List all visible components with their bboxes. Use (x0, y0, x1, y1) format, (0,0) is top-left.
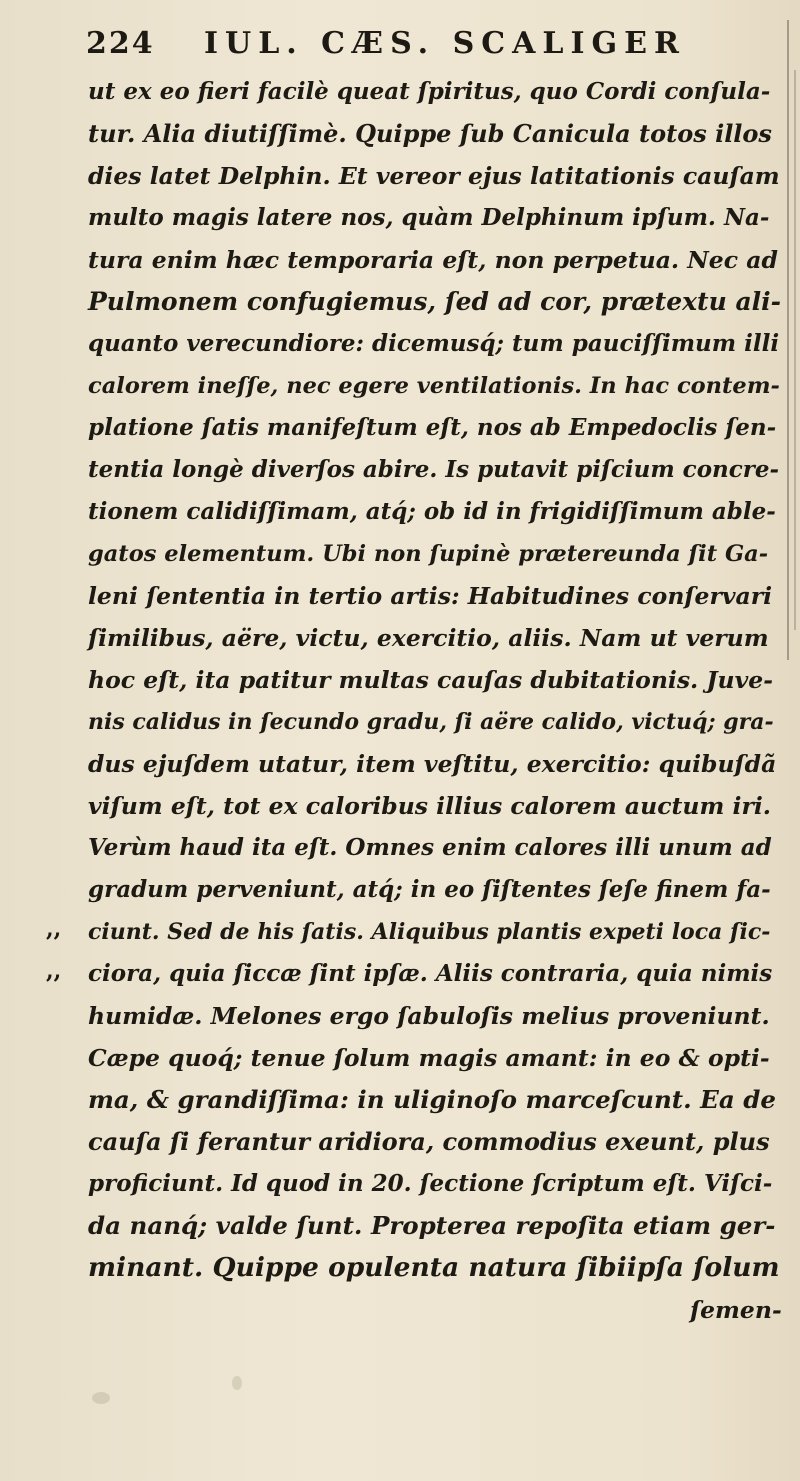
gutter-shadow-line (787, 20, 789, 660)
text-line: ut ex eo fieri facilè queat ſpiritus, quo Cordi conſula- (88, 78, 771, 105)
text-line: gatos elementum. Ubi non ſupinè prætereunda ſit Ga- (88, 541, 769, 567)
catchword: ſemen- (690, 1296, 782, 1324)
text-line: ciora, quia ſiccæ ſint ipſæ. Aliis contraria, quia nimis (88, 960, 773, 987)
text-line: ſimilibus, aëre, victu, exercitio, aliis. Nam ut verum (88, 624, 769, 652)
text-line: hoc eſt, ita patitur multas cauſas dubitationis. Juve- (88, 666, 773, 694)
text-line: gradum perveniunt, atq́; in eo ſiſtentes ſeſe finem fa- (88, 876, 771, 903)
text-line: Cæpe quoq́; tenue ſolum magis amant: in eo & opti- (88, 1044, 770, 1072)
text-line: nis calidus in ſecundo gradu, ſi aëre calido, victuq́; gra- (88, 709, 774, 735)
text-line: ciunt. Sed de his ſatis. Aliquibus plantis expeti loca ſic- (88, 919, 771, 945)
paper-stain (232, 1376, 242, 1390)
text-line: Pulmonem confugiemus, ſed ad cor, prætextu ali- (88, 287, 782, 316)
text-line: dus ejuſdem utatur, item veſtitu, exercitio: quibuſdã (88, 750, 777, 778)
text-line: platione ſatis manifeſtum eſt, nos ab Empedoclis ſen- (88, 414, 777, 441)
text-line: quanto verecundiore: dicemusq́; tum pauciſſimum illi (88, 330, 780, 357)
text-line: ma, & grandiſſima: in uliginoſo marceſcunt. Ea de (88, 1085, 776, 1114)
text-line: multo magis latere nos, quàm Delphinum ipſum. Na- (88, 204, 770, 231)
text-line: minant. Quippe opulenta natura ſibiipſa ſolum (88, 1252, 780, 1283)
text-line: tentia longè diverſos abire. Is putavit piſcium concre- (88, 456, 780, 483)
paper-stain (92, 1392, 110, 1404)
gutter-shadow-line (794, 70, 796, 630)
running-title: IUL. CÆS. SCALIGER (204, 26, 686, 61)
text-line: humidæ. Melones ergo ſabuloſis melius proveniunt. (88, 1002, 770, 1030)
margin-quote-marker: ,, (46, 916, 62, 942)
text-line: Verùm haud ita eſt. Omnes enim calores illi unum ad (88, 834, 772, 861)
text-line: da nanq́; valde ſunt. Propterea repoſita etiam ger- (88, 1211, 776, 1240)
text-line: tura enim hæc temporaria eſt, non perpetua. Nec ad (88, 246, 778, 274)
text-line: tur. Alia diutiſſimè. Quippe ſub Canicula totos illos (88, 119, 772, 148)
text-line: cauſa ſi ferantur aridiora, commodius exeunt, plus (88, 1127, 770, 1156)
text-line: viſum eſt, tot ex caloribus illius calorem auctum iri. (88, 792, 771, 820)
text-line: leni ſententia in tertio artis: Habitudines conſervari (88, 582, 773, 610)
margin-quote-marker: ,, (46, 958, 62, 984)
text-line: tionem calidiſſimam, atq́; ob id in frigidiſſimum able- (88, 498, 776, 525)
text-line: proficiunt. Id quod in 20. ſectione ſcriptum eſt. Viſci- (88, 1170, 773, 1197)
page-number: 224 (86, 26, 155, 61)
text-line: dies latet Delphin. Et vereor ejus latitationis cauſam (88, 162, 780, 190)
running-head (86, 26, 776, 70)
text-line: calorem ineſſe, nec egere ventilationis. In hac contem- (88, 373, 780, 399)
